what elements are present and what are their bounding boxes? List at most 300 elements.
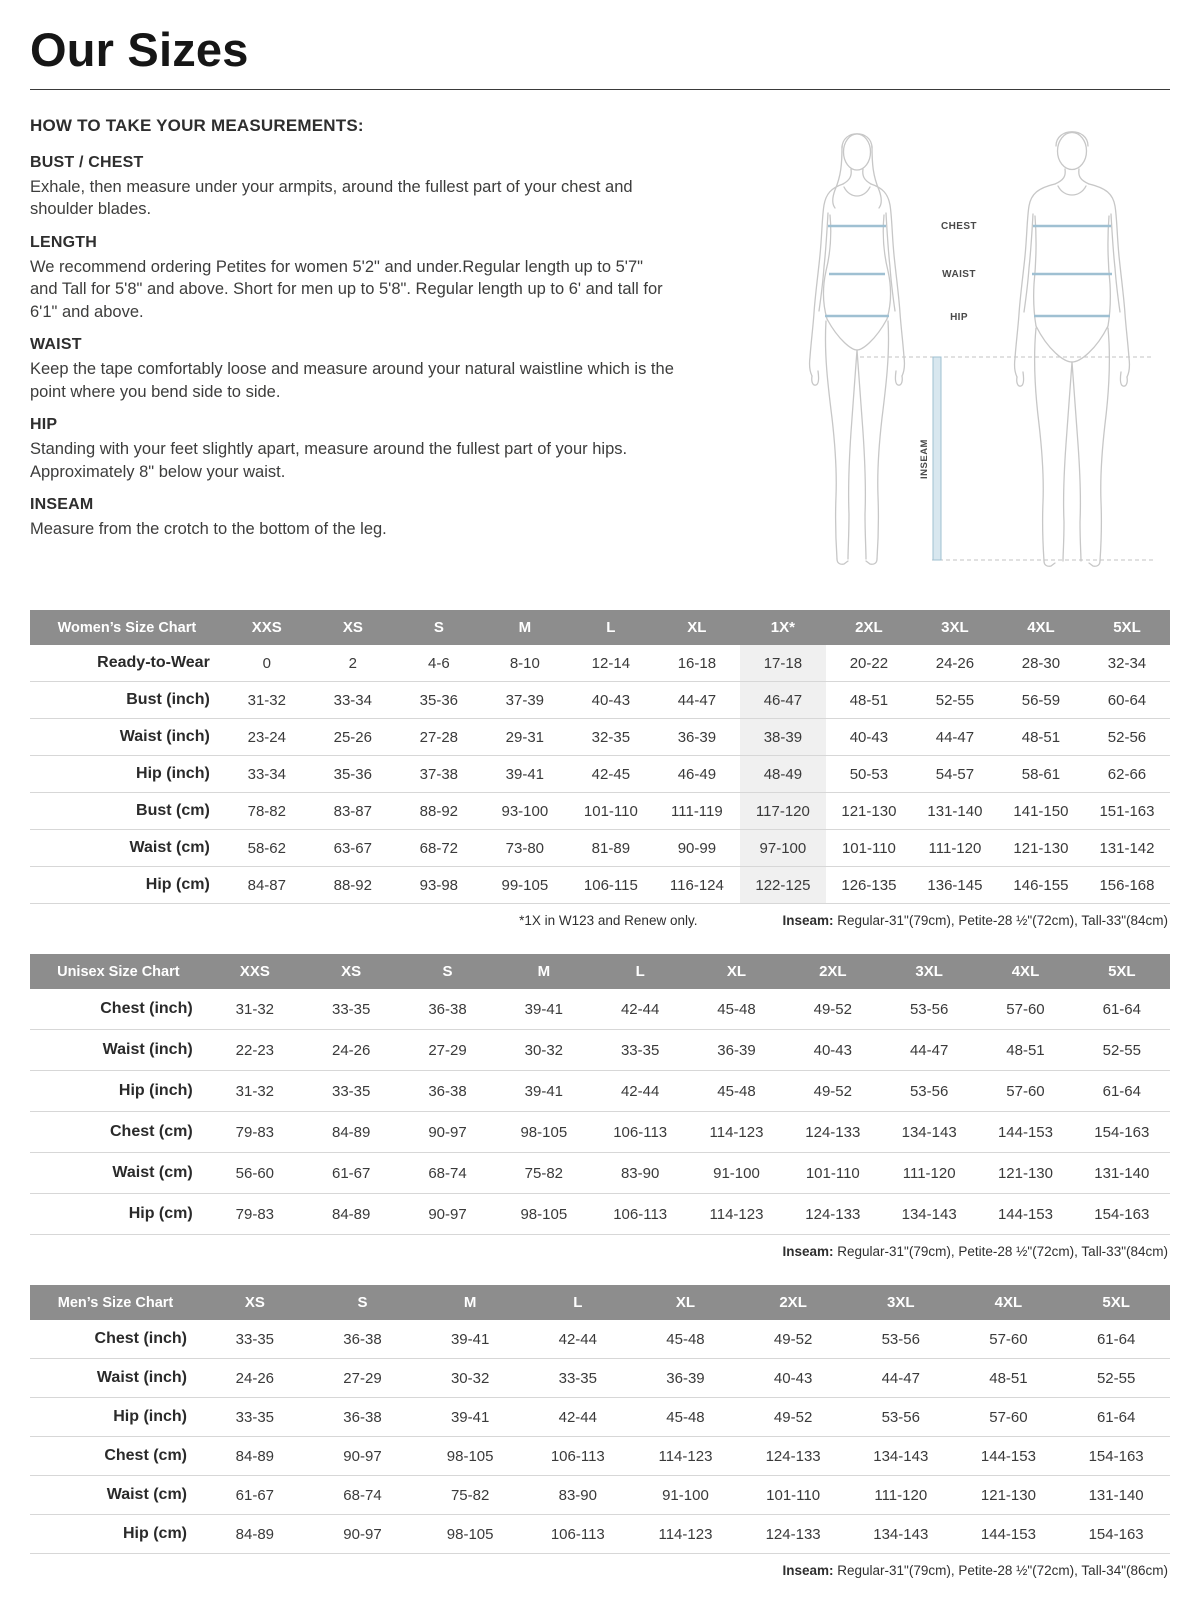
size-column-header: S (309, 1285, 417, 1320)
waist-label: WAIST (942, 269, 976, 280)
size-cell: 101-110 (568, 793, 654, 830)
size-cell: 61-64 (1062, 1320, 1170, 1359)
size-cell: 45-48 (632, 1320, 740, 1359)
size-cell: 144-153 (955, 1515, 1063, 1554)
size-cell: 42-44 (592, 989, 688, 1030)
size-cell: 90-97 (309, 1515, 417, 1554)
size-cell: 78-82 (224, 793, 310, 830)
size-cell: 33-35 (201, 1398, 309, 1437)
size-column-header: 2XL (785, 954, 881, 989)
size-column-header: 2XL (826, 610, 912, 645)
size-cell: 12-14 (568, 645, 654, 682)
size-cell: 17-18 (740, 645, 826, 682)
size-cell: 68-74 (399, 1153, 495, 1194)
size-cell: 33-35 (201, 1320, 309, 1359)
unisex-size-chart (30, 954, 1170, 1259)
size-cell: 45-48 (688, 989, 784, 1030)
size-cell: 101-110 (739, 1476, 847, 1515)
size-cell: 114-123 (632, 1515, 740, 1554)
size-cell: 57-60 (977, 989, 1073, 1030)
size-column-header: 5XL (1062, 1285, 1170, 1320)
instruction-body: Standing with your feet slightly apart, measure around the fullest part of your hips. Approximately 8" below your waist. (30, 440, 628, 481)
size-row (30, 1112, 1170, 1153)
size-cell: 61-64 (1074, 989, 1170, 1030)
size-cell: 35-36 (396, 682, 482, 719)
size-cell: 93-100 (482, 793, 568, 830)
size-cell: 131-140 (1074, 1153, 1170, 1194)
size-row (30, 1030, 1170, 1071)
row-label: Hip (cm) (30, 1515, 201, 1554)
inseam-note: Inseam: Regular-31"(79cm), Petite-28 ½"(72cm), Tall-33"(84cm) (782, 913, 1168, 928)
size-cell: 52-55 (1074, 1030, 1170, 1071)
size-cell: 91-100 (632, 1476, 740, 1515)
measurement-labels (941, 221, 977, 323)
size-row (30, 1153, 1170, 1194)
size-cell: 84-89 (303, 1194, 399, 1235)
size-cell: 93-98 (396, 867, 482, 904)
size-cell: 111-119 (654, 793, 740, 830)
size-cell: 88-92 (396, 793, 482, 830)
size-column-header: XXS (224, 610, 310, 645)
size-cell: 114-123 (688, 1112, 784, 1153)
size-cell: 32-34 (1084, 645, 1170, 682)
size-cell: 73-80 (482, 830, 568, 867)
size-cell: 90-99 (654, 830, 740, 867)
size-row (30, 645, 1170, 682)
instruction-body: Keep the tape comfortably loose and measure around your natural waistline which is the point where you bend side to side. (30, 360, 674, 401)
asterisk-note: *1X in W123 and Renew only. (519, 913, 698, 928)
size-cell: 24-26 (912, 645, 998, 682)
size-cell: 83-90 (524, 1476, 632, 1515)
size-cell: 48-51 (998, 719, 1084, 756)
size-cell: 40-43 (785, 1030, 881, 1071)
row-label: Hip (cm) (30, 867, 224, 904)
size-cell: 42-44 (592, 1071, 688, 1112)
size-cell: 114-123 (688, 1194, 784, 1235)
size-column-header: 4XL (977, 954, 1073, 989)
size-cell: 83-87 (310, 793, 396, 830)
size-cell: 134-143 (881, 1194, 977, 1235)
size-cell: 121-130 (955, 1476, 1063, 1515)
size-cell: 46-49 (654, 756, 740, 793)
size-column-header: 4XL (998, 610, 1084, 645)
size-row (30, 1476, 1170, 1515)
size-row (30, 1398, 1170, 1437)
size-cell: 33-35 (524, 1359, 632, 1398)
inseam-note: Inseam: Regular-31"(79cm), Petite-28 ½"(72cm), Tall-33"(84cm) (782, 1244, 1168, 1259)
size-cell: 24-26 (303, 1030, 399, 1071)
inseam-label: INSEAM (919, 439, 930, 479)
size-cell: 23-24 (224, 719, 310, 756)
size-cell: 68-74 (309, 1476, 417, 1515)
size-cell: 134-143 (881, 1112, 977, 1153)
size-cell: 124-133 (785, 1112, 881, 1153)
row-label: Chest (inch) (30, 1320, 201, 1359)
instruction-title: LENGTH (30, 233, 97, 251)
title-divider (30, 89, 1170, 90)
inseam-note-label: Inseam: (782, 1244, 834, 1259)
instruction-body: Measure from the crotch to the bottom of the leg. (30, 519, 387, 538)
instruction-title: INSEAM (30, 495, 94, 513)
size-cell: 49-52 (785, 989, 881, 1030)
size-cell: 83-90 (592, 1153, 688, 1194)
size-column-header: XL (632, 1285, 740, 1320)
size-cell: 25-26 (310, 719, 396, 756)
size-row (30, 830, 1170, 867)
size-cell: 31-32 (207, 989, 303, 1030)
size-cell: 121-130 (998, 830, 1084, 867)
size-cell: 33-34 (224, 756, 310, 793)
row-label: Bust (inch) (30, 682, 224, 719)
size-cell: 90-97 (399, 1194, 495, 1235)
size-cell: 111-120 (912, 830, 998, 867)
header-row (30, 1285, 1170, 1320)
size-cell: 151-163 (1084, 793, 1170, 830)
size-cell: 48-51 (977, 1030, 1073, 1071)
size-cell: 144-153 (977, 1194, 1073, 1235)
size-cell: 141-150 (998, 793, 1084, 830)
size-column-header: XXS (207, 954, 303, 989)
row-label: Waist (cm) (30, 1153, 207, 1194)
size-cell: 75-82 (496, 1153, 592, 1194)
size-cell: 61-67 (201, 1476, 309, 1515)
size-cell: 8-10 (482, 645, 568, 682)
size-cell: 27-29 (309, 1359, 417, 1398)
size-cell: 122-125 (740, 867, 826, 904)
size-cell: 33-35 (592, 1030, 688, 1071)
size-cell: 98-105 (496, 1194, 592, 1235)
size-cell: 88-92 (310, 867, 396, 904)
size-cell: 57-60 (955, 1320, 1063, 1359)
size-cell: 136-145 (912, 867, 998, 904)
size-cell: 90-97 (399, 1112, 495, 1153)
size-cell: 53-56 (881, 989, 977, 1030)
size-column-header: S (396, 610, 482, 645)
size-cell: 50-53 (826, 756, 912, 793)
size-cell: 84-89 (303, 1112, 399, 1153)
size-cell: 0 (224, 645, 310, 682)
size-cell: 61-64 (1074, 1071, 1170, 1112)
size-column-header: L (568, 610, 654, 645)
size-cell: 4-6 (396, 645, 482, 682)
size-cell: 131-140 (912, 793, 998, 830)
size-cell: 134-143 (847, 1437, 955, 1476)
size-cell: 44-47 (912, 719, 998, 756)
size-cell: 30-32 (496, 1030, 592, 1071)
row-label: Chest (inch) (30, 989, 207, 1030)
size-column-header: 2XL (739, 1285, 847, 1320)
row-label: Waist (inch) (30, 719, 224, 756)
size-cell: 75-82 (416, 1476, 524, 1515)
size-column-header: XL (688, 954, 784, 989)
size-column-header: XS (310, 610, 396, 645)
size-row (30, 1437, 1170, 1476)
size-cell: 42-44 (524, 1398, 632, 1437)
instruction-hip (30, 416, 675, 483)
size-cell: 84-89 (201, 1437, 309, 1476)
size-column-header: 3XL (912, 610, 998, 645)
size-cell: 58-62 (224, 830, 310, 867)
size-cell: 101-110 (826, 830, 912, 867)
size-cell: 98-105 (416, 1515, 524, 1554)
male-figure (1015, 132, 1130, 567)
size-cell: 44-47 (654, 682, 740, 719)
size-cell: 156-168 (1084, 867, 1170, 904)
size-cell: 52-56 (1084, 719, 1170, 756)
size-cell: 61-64 (1062, 1398, 1170, 1437)
size-column-header: XS (201, 1285, 309, 1320)
size-cell: 31-32 (207, 1071, 303, 1112)
row-label: Waist (inch) (30, 1359, 201, 1398)
size-cell: 27-29 (399, 1030, 495, 1071)
size-cell: 79-83 (207, 1194, 303, 1235)
size-cell: 33-34 (310, 682, 396, 719)
size-cell: 44-47 (847, 1359, 955, 1398)
size-row (30, 1320, 1170, 1359)
size-cell: 144-153 (955, 1437, 1063, 1476)
size-cell: 97-100 (740, 830, 826, 867)
size-cell: 33-35 (303, 989, 399, 1030)
inseam-note-label: Inseam: (782, 913, 834, 928)
size-cell: 63-67 (310, 830, 396, 867)
table-footnotes (30, 913, 1170, 928)
size-row (30, 793, 1170, 830)
instruction-body: We recommend ordering Petites for women 5'2" and under.Regular length up to 5'7" and Tall for 5'8" and above. Short for men up to 5'8". Regular length up to 6' and tall for 6'1" and above. (30, 257, 663, 321)
size-cell: 57-60 (977, 1071, 1073, 1112)
size-column-header: 1X* (740, 610, 826, 645)
size-cell: 36-39 (654, 719, 740, 756)
size-cell: 101-110 (785, 1153, 881, 1194)
size-cell: 42-44 (524, 1320, 632, 1359)
size-column-header: 5XL (1084, 610, 1170, 645)
size-cell: 106-113 (592, 1112, 688, 1153)
size-cell: 36-38 (399, 989, 495, 1030)
size-cell: 2 (310, 645, 396, 682)
size-cell: 144-153 (977, 1112, 1073, 1153)
size-row (30, 756, 1170, 793)
size-cell: 20-22 (826, 645, 912, 682)
size-cell: 36-38 (309, 1398, 417, 1437)
womens-size-chart-table (30, 610, 1170, 904)
body-measurement-illustration (782, 114, 1162, 584)
row-label: Ready-to-Wear (30, 645, 224, 682)
inseam-note: Inseam: Regular-31"(79cm), Petite-28 ½"(72cm), Tall-34"(86cm) (782, 1563, 1168, 1578)
size-cell: 81-89 (568, 830, 654, 867)
size-cell: 56-59 (998, 682, 1084, 719)
size-cell: 39-41 (482, 756, 568, 793)
instruction-length (30, 234, 675, 323)
size-cell: 31-32 (224, 682, 310, 719)
size-cell: 49-52 (785, 1071, 881, 1112)
row-label: Waist (cm) (30, 1476, 201, 1515)
size-cell: 91-100 (688, 1153, 784, 1194)
row-label: Waist (inch) (30, 1030, 207, 1071)
size-cell: 46-47 (740, 682, 826, 719)
page-title: Our Sizes (30, 23, 249, 76)
chart-title: Women’s Size Chart (30, 610, 224, 645)
size-cell: 48-51 (826, 682, 912, 719)
size-cell: 37-39 (482, 682, 568, 719)
instruction-waist (30, 336, 675, 403)
size-cell: 36-39 (688, 1030, 784, 1071)
table-footnotes (30, 1563, 1170, 1578)
size-cell: 154-163 (1062, 1437, 1170, 1476)
size-cell: 48-49 (740, 756, 826, 793)
size-cell: 36-38 (309, 1320, 417, 1359)
inseam-guide-lines (860, 357, 1154, 560)
chest-label: CHEST (941, 221, 977, 232)
size-cell: 79-83 (207, 1112, 303, 1153)
size-row (30, 682, 1170, 719)
size-row (30, 1515, 1170, 1554)
header-row (30, 954, 1170, 989)
size-column-header: XL (654, 610, 740, 645)
row-label: Hip (inch) (30, 756, 224, 793)
size-row (30, 719, 1170, 756)
size-cell: 36-39 (632, 1359, 740, 1398)
size-cell: 154-163 (1074, 1112, 1170, 1153)
top-section (30, 112, 1170, 584)
size-cell: 45-48 (688, 1071, 784, 1112)
table-footnotes (30, 1244, 1170, 1259)
size-cell: 36-38 (399, 1071, 495, 1112)
size-cell: 56-60 (207, 1153, 303, 1194)
size-column-header: M (496, 954, 592, 989)
size-cell: 131-142 (1084, 830, 1170, 867)
size-cell: 106-113 (524, 1515, 632, 1554)
size-charts (30, 610, 1170, 1578)
size-cell: 134-143 (847, 1515, 955, 1554)
size-row (30, 1359, 1170, 1398)
size-row (30, 1071, 1170, 1112)
size-cell: 121-130 (977, 1153, 1073, 1194)
size-cell: 62-66 (1084, 756, 1170, 793)
size-row (30, 867, 1170, 904)
size-column-header: XS (303, 954, 399, 989)
size-cell: 42-45 (568, 756, 654, 793)
size-cell: 124-133 (785, 1194, 881, 1235)
size-cell: 106-113 (524, 1437, 632, 1476)
row-label: Waist (cm) (30, 830, 224, 867)
size-column-header: S (399, 954, 495, 989)
size-cell: 44-47 (881, 1030, 977, 1071)
size-cell: 98-105 (416, 1437, 524, 1476)
size-cell: 29-31 (482, 719, 568, 756)
size-cell: 48-51 (955, 1359, 1063, 1398)
size-column-header: M (482, 610, 568, 645)
size-cell: 40-43 (739, 1359, 847, 1398)
size-cell: 30-32 (416, 1359, 524, 1398)
size-column-header: 5XL (1074, 954, 1170, 989)
size-cell: 39-41 (496, 1071, 592, 1112)
size-cell: 16-18 (654, 645, 740, 682)
size-cell: 124-133 (739, 1515, 847, 1554)
row-label: Bust (cm) (30, 793, 224, 830)
size-cell: 38-39 (740, 719, 826, 756)
size-cell: 57-60 (955, 1398, 1063, 1437)
instruction-title: WAIST (30, 336, 82, 354)
size-column-header: 3XL (881, 954, 977, 989)
size-cell: 106-113 (592, 1194, 688, 1235)
measurement-diagram (770, 112, 1170, 584)
size-cell: 68-72 (396, 830, 482, 867)
size-cell: 124-133 (739, 1437, 847, 1476)
size-cell: 45-48 (632, 1398, 740, 1437)
chart-title: Unisex Size Chart (30, 954, 207, 989)
size-cell: 114-123 (632, 1437, 740, 1476)
chart-title: Men’s Size Chart (30, 1285, 201, 1320)
row-label: Hip (cm) (30, 1194, 207, 1235)
size-cell: 58-61 (998, 756, 1084, 793)
header-row (30, 610, 1170, 645)
mens-size-chart (30, 1285, 1170, 1578)
instruction-body: Exhale, then measure under your armpits, around the fullest part of your chest and shoulder blades. (30, 178, 633, 219)
size-cell: 52-55 (1062, 1359, 1170, 1398)
mens-size-chart-table (30, 1285, 1170, 1554)
row-label: Chest (cm) (30, 1437, 201, 1476)
size-cell: 60-64 (1084, 682, 1170, 719)
row-label: Hip (inch) (30, 1398, 201, 1437)
size-cell: 33-35 (303, 1071, 399, 1112)
womens-size-chart (30, 610, 1170, 928)
size-cell: 126-135 (826, 867, 912, 904)
instructions-heading: HOW TO TAKE YOUR MEASUREMENTS: (30, 116, 364, 135)
female-figure (810, 134, 905, 565)
size-cell: 37-38 (396, 756, 482, 793)
instruction-title: BUST / CHEST (30, 154, 144, 171)
size-cell: 116-124 (654, 867, 740, 904)
size-cell: 154-163 (1074, 1194, 1170, 1235)
size-cell: 98-105 (496, 1112, 592, 1153)
size-cell: 90-97 (309, 1437, 417, 1476)
inseam-tape (933, 357, 941, 560)
size-cell: 53-56 (847, 1320, 955, 1359)
size-row (30, 989, 1170, 1030)
size-cell: 22-23 (207, 1030, 303, 1071)
size-cell: 111-120 (847, 1476, 955, 1515)
measurement-instructions (30, 112, 675, 584)
size-cell: 35-36 (310, 756, 396, 793)
size-cell: 24-26 (201, 1359, 309, 1398)
size-cell: 84-89 (201, 1515, 309, 1554)
row-label: Chest (cm) (30, 1112, 207, 1153)
inseam-note-label: Inseam: (782, 1563, 834, 1578)
size-cell: 39-41 (416, 1320, 524, 1359)
size-column-header: M (416, 1285, 524, 1320)
size-row (30, 1194, 1170, 1235)
hip-label: HIP (950, 312, 968, 323)
size-cell: 106-115 (568, 867, 654, 904)
size-cell: 61-67 (303, 1153, 399, 1194)
size-cell: 32-35 (568, 719, 654, 756)
row-label: Hip (inch) (30, 1071, 207, 1112)
size-cell: 39-41 (416, 1398, 524, 1437)
size-cell: 154-163 (1062, 1515, 1170, 1554)
instruction-inseam (30, 496, 675, 540)
instruction-bust-chest (30, 154, 675, 221)
size-cell: 99-105 (482, 867, 568, 904)
size-cell: 146-155 (998, 867, 1084, 904)
size-cell: 27-28 (396, 719, 482, 756)
instruction-title: HIP (30, 416, 58, 434)
size-cell: 49-52 (739, 1320, 847, 1359)
size-cell: 53-56 (847, 1398, 955, 1437)
size-cell: 49-52 (739, 1398, 847, 1437)
size-cell: 52-55 (912, 682, 998, 719)
size-cell: 40-43 (826, 719, 912, 756)
size-cell: 40-43 (568, 682, 654, 719)
size-cell: 53-56 (881, 1071, 977, 1112)
